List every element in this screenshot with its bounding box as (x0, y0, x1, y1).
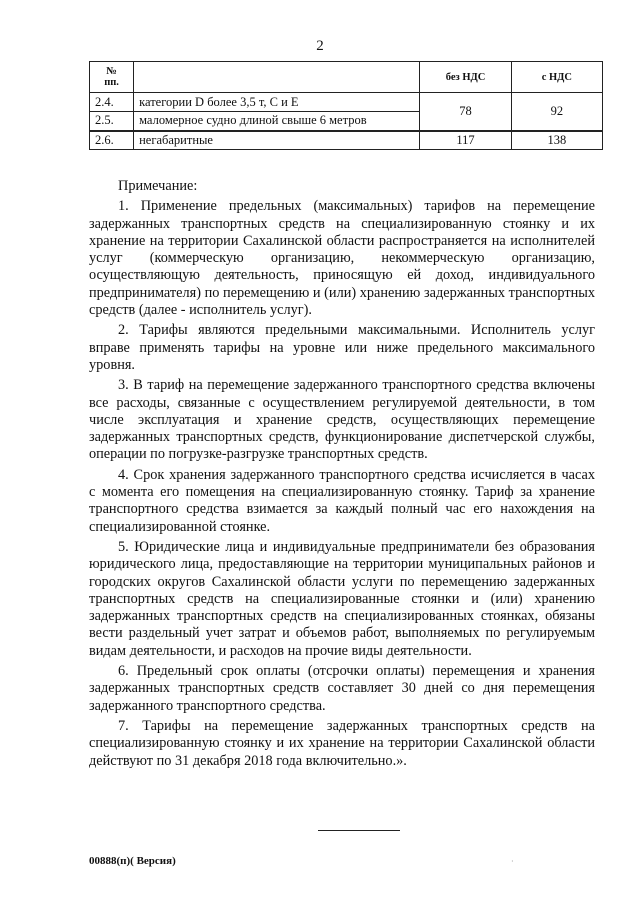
table-row (90, 93, 603, 112)
header-without-vat: без НДС (420, 62, 511, 93)
row-num: 2.6. (90, 131, 134, 150)
corner-mark: · (511, 857, 514, 866)
row-num: 2.5. (90, 112, 134, 131)
table-header-row (90, 62, 603, 93)
note-heading: Примечание: (118, 178, 198, 194)
merged-with-vat: 92 (511, 93, 602, 131)
table-row (90, 131, 603, 150)
note-paragraph-5: 5. Юридические лица и индивидуальные предприниматели без образования юридического лица, предоставляющие на территории муниципальных районов и городских округов Сахалинской области услуги по перемещению задержанных транспортных средств на специализированные стоянки и (или) хранению задержанных транспортных средств на специализированных стоянках, обязаны вести раздельный учет затрат и объемов работ, выполняемых по регулируемым видам деятельности, и расходов на прочие виды деятельности. (89, 538, 595, 659)
merged-without-vat: 78 (420, 93, 511, 131)
header-category (134, 62, 420, 93)
tariff-table (89, 61, 603, 150)
note-paragraph-6: 6. Предельный срок оплаты (отсрочки оплаты) перемещения и хранения задержанных транспортных средств составляет 30 дней со дня перемещения задержанного транспортного средства. (89, 663, 595, 714)
row-category: негабаритные (134, 131, 420, 150)
row-category: маломерное судно длиной свыше 6 метров (134, 112, 420, 131)
note-paragraph-7: 7. Тарифы на перемещение задержанных транспортных средств на специализированную стоянку и их хранение на территории Сахалинской области действуют по 31 декабря 2018 года включительно.». (89, 717, 595, 769)
note-paragraph-4: 4. Срок хранения задержанного транспортного средства исчисляется в часах с момента его помещения на специализированную стоянку. Тариф за хранение транспортного средства взимается за каждый полный час его нахождения на специализированной стоянке. (89, 466, 595, 535)
row-num: 2.4. (90, 93, 134, 112)
header-with-vat: с НДС (511, 62, 602, 93)
note-paragraph-2: 2. Тарифы являются предельными максимальными. Исполнитель услуг вправе применять тарифы на уровне или ниже предельного максимального уровня. (89, 322, 595, 373)
closing-separator-line (318, 830, 400, 831)
row-without-vat: 117 (420, 131, 511, 150)
note-section (89, 178, 595, 773)
note-paragraph-3: 3. В тариф на перемещение задержанного транспортного средства включены все расходы, связанные с осуществлением регулируемой деятельности, в том числе эксплуатация и хранение средств, осуществляющих перемещение задержанных транспортных средств, функционирование диспетчерской службы, операции по погрузке-разгрузке транспортных средств. (89, 377, 595, 463)
note-paragraph-1: 1. Применение предельных (максимальных) тарифов на перемещение задержанных транспортных средств на специализированную стоянку и их хранение на территории Сахалинской области распространяется на исполнителей услуг (коммерческую организацию, некоммерческую организацию, осуществляющую деятельность, приносящую ей доход, индивидуального предпринимателя) по перемещению и (или) хранению задержанных транспортных средств (далее - исполнитель услуг). (89, 198, 595, 319)
document-footer-code: 00888(п)( Версия) (89, 855, 176, 867)
row-with-vat: 138 (511, 131, 602, 150)
page-number: 2 (316, 38, 324, 54)
header-num: № пп. (90, 62, 134, 93)
row-category: категории D более 3,5 т, C и E (134, 93, 420, 112)
